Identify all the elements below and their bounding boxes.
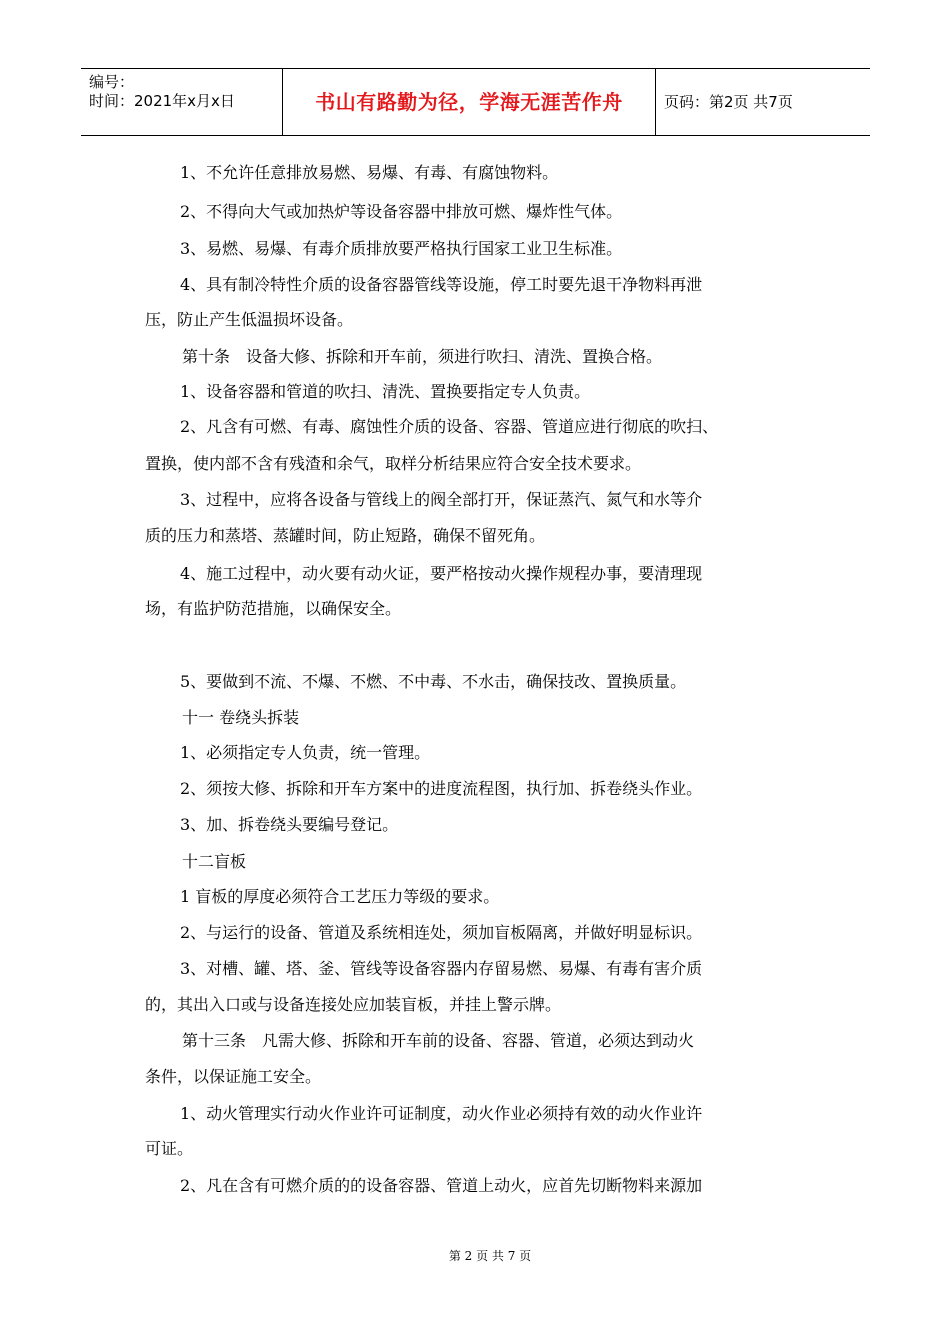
text-line: 1、动火管理实行动火作业许可证制度，动火作业必须持有效的动火作业许 (180, 1104, 703, 1123)
motto: 书山有路勤为径，学海无涯苦作舟 (283, 69, 656, 135)
text-line: 压，防止产生低温损坏设备。 (145, 310, 354, 329)
text-line: 场，有监护防范措施，以确保安全。 (145, 599, 402, 618)
text-line: 2、不得向大气或加热炉等设备容器中排放可燃、爆炸性气体。 (180, 202, 623, 221)
section-heading: 十二盲板 (182, 852, 247, 871)
text-line: 2、凡在含有可燃介质的的设备容器、管道上动火，应首先切断物料来源加 (180, 1176, 703, 1195)
text-line: 3、对槽、罐、塔、釜、管线等设备容器内存留易燃、易爆、有毒有害介质 (180, 959, 703, 978)
text-line: 3、过程中，应将各设备与管线上的阀全部打开，保证蒸汽、氮气和水等介 (180, 490, 703, 509)
header-meta (81, 69, 283, 135)
text-line: 3、加、拆卷绕头要编号登记。 (180, 815, 399, 834)
text-line: 可证。 (145, 1139, 194, 1158)
section-heading: 第十条 设备大修、拆除和开车前，须进行吹扫、清洗、置换合格。 (182, 347, 663, 366)
text-line: 2、凡含有可燃、有毒、腐蚀性介质的设备、容器、管道应进行彻底的吹扫、 (180, 417, 719, 436)
text-line: 4、具有制冷特性介质的设备容器管线等设施，停工时要先退干净物料再泄 (180, 275, 703, 294)
text-line: 的，其出入口或与设备连接处应加装盲板，并挂上警示牌。 (145, 995, 562, 1014)
text-line: 1、必须指定专人负责，统一管理。 (180, 743, 431, 762)
page-label: 页码：第2页 共7页 (664, 93, 793, 111)
text-line: 条件，以保证施工安全。 (145, 1067, 322, 1086)
number-label: 编号： (89, 73, 135, 91)
date-label: 时间：2021年x月x日 (89, 92, 235, 110)
text-line: 1、设备容器和管道的吹扫、清洗、置换要指定专人负责。 (180, 382, 591, 401)
text-line: 4、施工过程中，动火要有动火证，要严格按动火操作规程办事，要清理现 (180, 564, 703, 583)
page-footer: 第 2 页 共 7 页 (448, 1249, 532, 1263)
text-line: 置换，使内部不含有残渣和余气，取样分析结果应符合安全技术要求。 (145, 454, 642, 473)
section-heading: 十一 卷绕头拆装 (182, 708, 300, 727)
text-line: 1 盲板的厚度必须符合工艺压力等级的要求。 (180, 887, 500, 906)
section-heading: 第十三条 凡需大修、拆除和开车前的设备、容器、管道，必须达到动火 (182, 1031, 695, 1050)
page-header (81, 68, 870, 136)
text-line: 质的压力和蒸塔、蒸罐时间，防止短路，确保不留死角。 (145, 526, 546, 545)
text-line: 1、不允许任意排放易燃、易爆、有毒、有腐蚀物料。 (180, 163, 559, 182)
text-line: 3、易燃、易爆、有毒介质排放要严格执行国家工业卫生标准。 (180, 239, 623, 258)
text-line: 2、须按大修、拆除和开车方案中的进度流程图，执行加、拆卷绕头作业。 (180, 779, 703, 798)
text-line: 5、要做到不流、不爆、不燃、不中毒、不水击，确保技改、置换质量。 (180, 672, 687, 691)
text-line: 2、与运行的设备、管道及系统相连处，须加盲板隔离，并做好明显标识。 (180, 923, 703, 942)
